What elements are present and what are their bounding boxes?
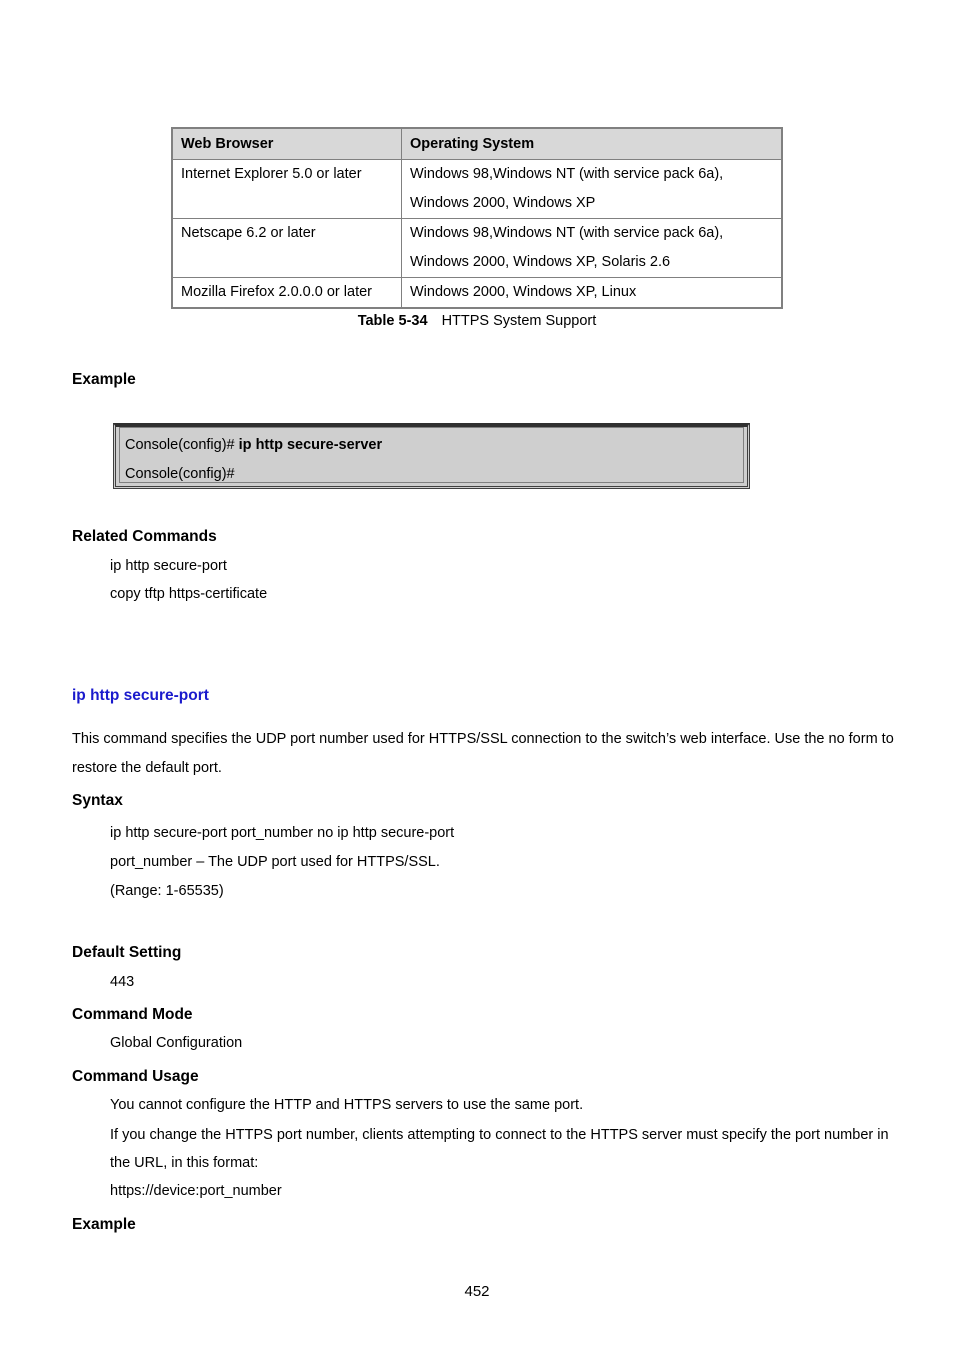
console-line-2: Console(config)# [125,466,235,482]
example-heading: Example [72,371,136,388]
console-example-box [113,423,750,489]
table-cell-browser: Internet Explorer 5.0 or later [172,160,402,219]
console-prompt: Console(config)# [125,437,235,453]
table-row [172,278,782,309]
command-description-line-1: This command specifies the UDP port number used for HTTPS/SSL connection to the switch’s web interface. Use the no form to [72,731,894,747]
related-command-item: copy tftp https-certificate [110,586,268,602]
https-support-table [171,127,783,309]
table-caption-label: Table 5-34 [357,313,428,329]
console-line-1 [125,435,382,455]
table-row [172,219,782,278]
table-cell-os [402,160,783,219]
command-mode-heading: Command Mode [72,1006,193,1023]
syntax-line: (Range: 1-65535) [110,883,224,899]
page-number: 452 [464,1283,490,1300]
table-cell-browser: Mozilla Firefox 2.0.0.0 or later [172,278,402,309]
table-header-row [172,128,782,160]
os-line: Windows 2000, Windows XP, Linux [410,284,637,300]
table-caption [0,311,954,331]
command-usage-url: https://device:port_number [110,1183,282,1199]
related-commands-heading: Related Commands [72,528,217,545]
syntax-heading: Syntax [72,792,123,809]
command-mode-value: Global Configuration [110,1035,243,1051]
example-heading-2: Example [72,1216,136,1233]
related-command-item: ip http secure-port [110,558,227,574]
os-line: Windows 98,Windows NT (with service pack 6a), [410,166,724,182]
table-cell-browser: Netscape 6.2 or later [172,219,402,278]
command-title: ip http secure-port [72,687,209,704]
default-setting-heading: Default Setting [72,944,182,961]
syntax-line: port_number – The UDP port used for HTTPS/SSL. [110,854,440,870]
table-header-browser: Web Browser [172,128,402,160]
syntax-line: ip http secure-port port_number no ip http secure-port [110,825,455,841]
table-cell-os [402,278,783,309]
command-usage-line: If you change the HTTPS port number, clients attempting to connect to the HTTPS server must specify the port number in [110,1127,889,1143]
console-command: ip http secure-server [238,437,383,453]
table-caption-text: HTTPS System Support [441,313,597,329]
os-line: Windows 98,Windows NT (with service pack 6a), [410,225,724,241]
default-setting-value: 443 [110,974,135,990]
command-usage-line: the URL, in this format: [110,1155,259,1171]
table-cell-os [402,219,783,278]
os-line: Windows 2000, Windows XP, Solaris 2.6 [410,254,671,270]
table-row [172,160,782,219]
command-usage-line: You cannot configure the HTTP and HTTPS servers to use the same port. [110,1097,584,1113]
command-usage-heading: Command Usage [72,1068,199,1085]
os-line: Windows 2000, Windows XP [410,195,596,211]
table-header-os: Operating System [402,128,783,160]
command-description-line-2: restore the default port. [72,760,222,776]
